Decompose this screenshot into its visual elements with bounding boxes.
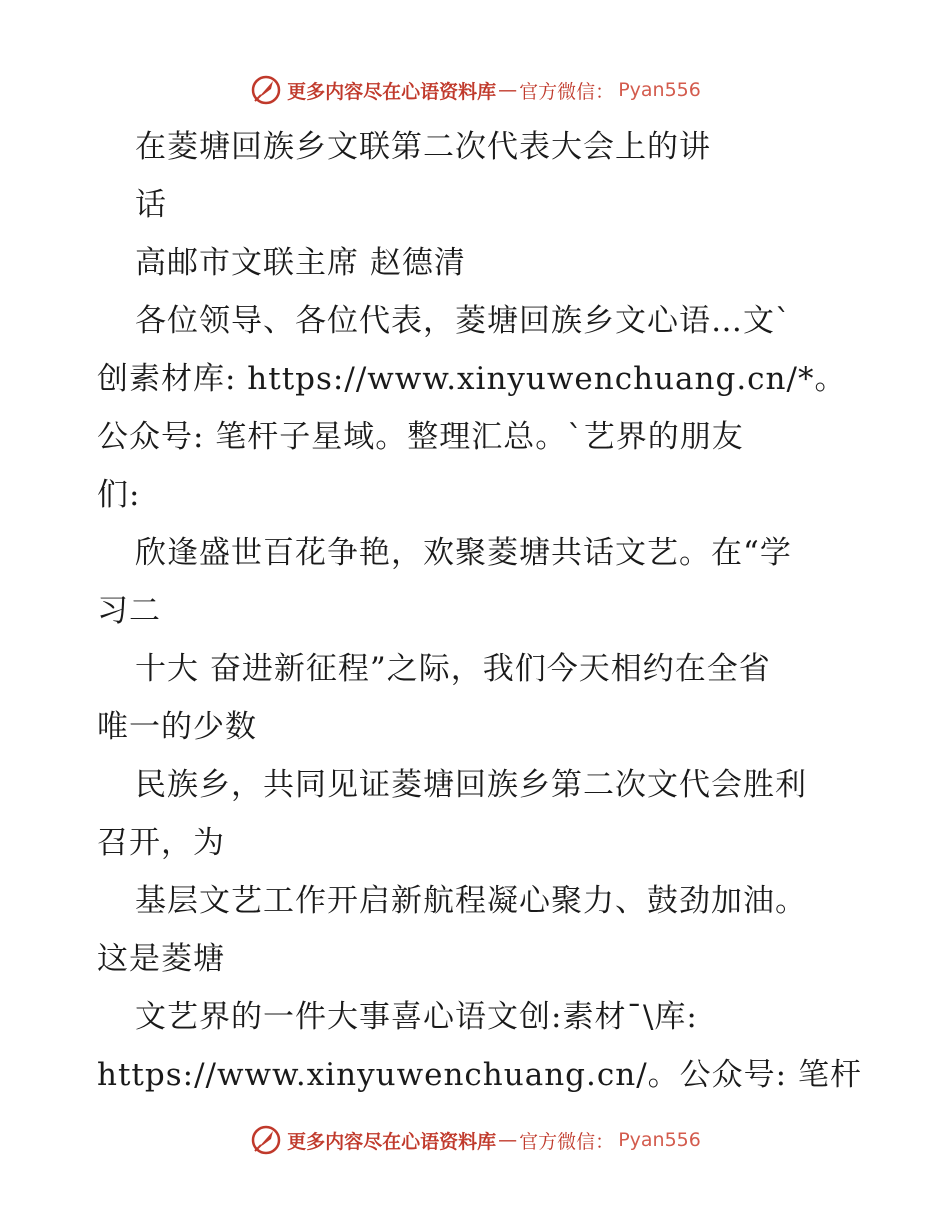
doc-title-line-2: 话 [135, 187, 167, 223]
banner-wechat-id: Pyan556 [618, 79, 701, 101]
banner-text: 更多内容尽在心语资料库 [287, 80, 497, 103]
banner-separator: — [498, 79, 518, 101]
doc-paragraph-line: 基层文艺工作开启新航程凝心聚力、鼓劲加油。 [135, 883, 807, 919]
doc-paragraph-line: 十大 奋进新征程”之际，我们今天相约在全省 [135, 651, 771, 687]
doc-title-line-1: 在菱塘回族乡文联第二次代表大会上的讲 [135, 129, 711, 165]
quill-logo-icon [249, 1123, 283, 1157]
doc-paragraph-line: 习二 [97, 593, 161, 629]
doc-paragraph-line: 创素材库: https://www.xinyuwenchuang.cn/*。 [97, 361, 847, 397]
doc-paragraph-line: 欣逢盛世百花争艳，欢聚菱塘共话文艺。在“学 [135, 535, 792, 571]
doc-paragraph-line: 各位领导、各位代表，菱塘回族乡文心语…文` [135, 303, 792, 339]
doc-paragraph-line: 公众号: 笔杆子星域。整理汇总。`艺界的朋友 [97, 419, 744, 455]
banner-official-label: 官方微信： [519, 80, 615, 103]
doc-paragraph-line: 文艺界的一件大事喜心语文创:素材¯\库: [135, 999, 698, 1035]
doc-author-line: 高邮市文联主席 赵德清 [135, 245, 466, 281]
header-watermark-banner [0, 70, 950, 110]
banner-text: 更多内容尽在心语资料库 [287, 1130, 497, 1153]
doc-paragraph-line: 唯一的少数 [97, 709, 257, 745]
doc-paragraph-line: 召开，为 [97, 825, 225, 861]
doc-paragraph-line: 这是菱塘 [97, 941, 225, 977]
document-body [97, 118, 867, 1104]
banner-official-label: 官方微信： [519, 1130, 615, 1153]
doc-paragraph-line: https://www.xinyuwenchuang.cn/。公众号: 笔杆 [97, 1057, 862, 1093]
doc-paragraph-line: 们: [97, 477, 141, 513]
footer-watermark-banner [0, 1120, 950, 1160]
banner-wechat-id: Pyan556 [618, 1129, 701, 1151]
quill-logo-icon [249, 73, 283, 107]
doc-paragraph-line: 民族乡，共同见证菱塘回族乡第二次文代会胜利 [135, 767, 807, 803]
banner-separator: — [498, 1129, 518, 1151]
